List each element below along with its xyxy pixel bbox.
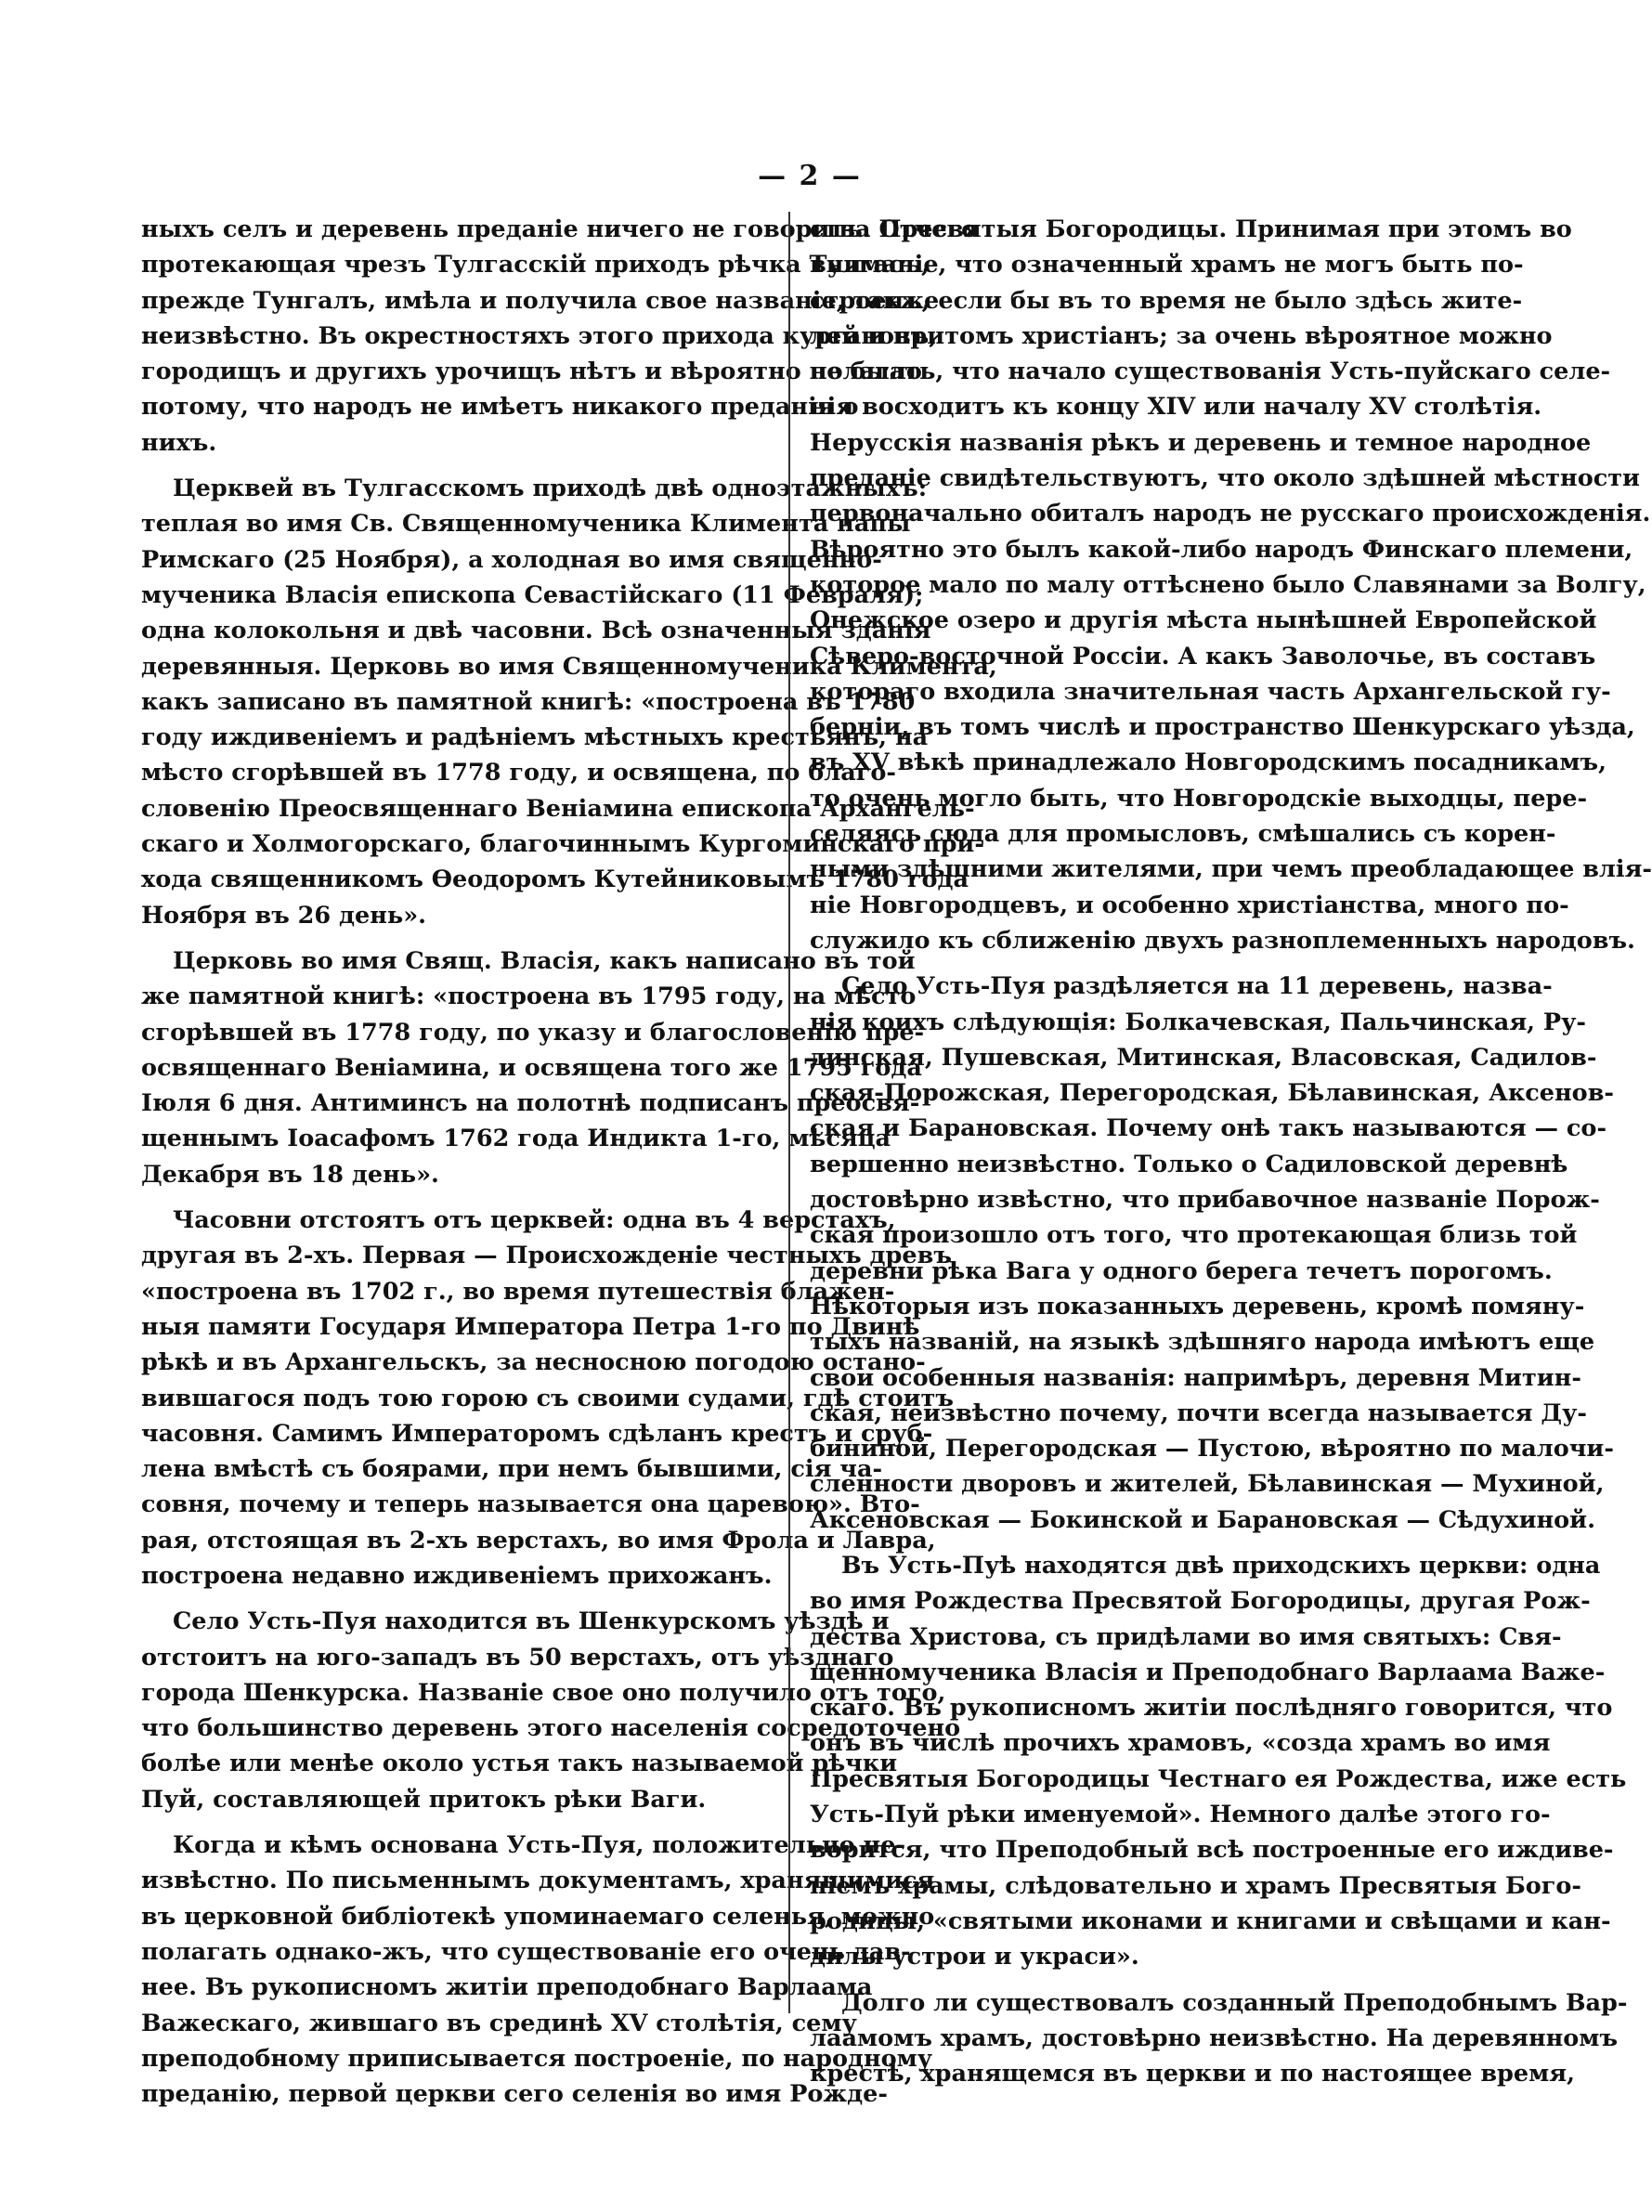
text-line: что большинство деревень этого населенія сосредоточено bbox=[141, 1714, 961, 1743]
text-line: сленности дворовъ и жителей, Бѣлавинская — Мухиной, bbox=[810, 1470, 1605, 1499]
text-line: ская и Барановская. Почему онѣ такъ называются — со- bbox=[810, 1114, 1607, 1143]
text-line: Ноября въ 26 день». bbox=[141, 901, 427, 930]
text-line: преданіе свидѣтельствуютъ, что около здѣшней мѣстности bbox=[810, 464, 1640, 493]
text-line: берніи, въ томъ числѣ и пространство Шенкурскаго уѣзда, bbox=[810, 713, 1635, 742]
text-line: вершенно неизвѣстно. Только о Садиловской деревнѣ bbox=[810, 1150, 1568, 1178]
text-line: щеннымъ Іоасафомъ 1762 года Индикта 1-го, мѣсяца bbox=[141, 1125, 891, 1153]
text-line: Когда и кѣмъ основана Усть-Пуя, положительно не- bbox=[173, 1831, 906, 1860]
text-line: Село Усть-Пуя раздѣляется на 11 деревень, назва- bbox=[841, 972, 1553, 1001]
text-line: Онежское озеро и другія мѣста нынѣшней Европейской bbox=[810, 606, 1597, 635]
text-line: служило къ сближенію двухъ разноплеменныхъ народовъ. bbox=[810, 926, 1635, 955]
text-line: ныя памяти Государя Императора Петра 1-го по Двинѣ bbox=[141, 1312, 920, 1341]
text-line: Церковь во имя Свящ. Власія, какъ написано въ той bbox=[173, 946, 916, 975]
text-line: въ церковной библіотекѣ упоминаемаго селенья, можно bbox=[141, 1902, 935, 1931]
text-line: деревни рѣка Вага у одного берега течетъ порогомъ. bbox=[810, 1256, 1553, 1285]
text-line: построена недавно иждивеніемъ прихожанъ. bbox=[141, 1561, 773, 1590]
right-column bbox=[810, 212, 1652, 2101]
text-line: Аксеновская — Бокинской и Барановская — Сѣдухиной. bbox=[810, 1505, 1595, 1534]
left-column-paragraph bbox=[141, 471, 997, 933]
text-line: ніе Новгородцевъ, и особенно христіанства, много по- bbox=[810, 891, 1569, 919]
text-line: неизвѣстно. Въ окрестностяхъ этого прихода кургановъ, bbox=[141, 321, 938, 350]
text-line: рая, отстоящая въ 2-хъ верстахъ, во имя Фрола и Лавра, bbox=[141, 1526, 936, 1555]
text-line: ныхъ селъ и деревень преданіе ничего не говоритъ. Отчего bbox=[141, 215, 978, 243]
text-line: Сѣверо-восточной Россіи. А какъ Заволочье, въ составъ bbox=[810, 642, 1596, 670]
text-line: строенъ, если бы въ то время не было здѣсь жите- bbox=[810, 286, 1523, 315]
right-column-paragraph bbox=[810, 212, 1652, 958]
text-line: Декабря въ 18 день». bbox=[141, 1160, 439, 1189]
text-line: нія восходитъ къ концу XIV или началу XV столѣтія. bbox=[810, 393, 1542, 422]
text-line: динская, Пушевская, Митинская, Власовская, Садилов- bbox=[810, 1043, 1597, 1072]
text-line: тыхъ названій, на языкѣ здѣшняго народа имѣютъ еще bbox=[810, 1328, 1595, 1357]
text-line: рѣкѣ и въ Архангельскъ, за несносною погодою остано- bbox=[141, 1348, 926, 1377]
text-line: ворится, что Преподобный всѣ построенные его иждиве- bbox=[810, 1836, 1614, 1865]
text-line: Церквей въ Тулгасскомъ приходѣ двѣ одноэтажныхъ: bbox=[173, 475, 928, 503]
column-divider bbox=[788, 212, 790, 2013]
text-line: деревянныя. Церковь во имя Священномученика Климента, bbox=[141, 652, 997, 681]
text-line: ными здѣшними жителями, при чемъ преобладающее влія- bbox=[810, 855, 1652, 884]
text-line: скаго и Холмогорскаго, благочиннымъ Кургоминскаго при- bbox=[141, 830, 984, 859]
text-line: крестѣ, хранящемся въ церкви и по настоящее время, bbox=[810, 2060, 1575, 2088]
text-line: онъ въ числѣ прочихъ храмовъ, «созда храмъ во имя bbox=[810, 1729, 1551, 1758]
text-line: дилы устрои и украси». bbox=[810, 1943, 1139, 1971]
text-line: Іюля 6 дня. Антиминсъ на полотнѣ подписанъ преосвя- bbox=[141, 1089, 920, 1118]
text-line: лена вмѣстѣ съ боярами, при немъ бывшими, сія ча- bbox=[141, 1455, 883, 1484]
text-line: Нерусскія названія рѣкъ и деревень и темное народное bbox=[810, 428, 1592, 457]
text-line: дества Христова, съ придѣлами во имя святыхъ: Свя- bbox=[810, 1622, 1562, 1651]
text-line: нее. Въ рукописномъ житіи преподобнаго Варлаама bbox=[141, 1973, 873, 2002]
text-line: Часовни отстоятъ отъ церквей: одна въ 4 верстахъ, bbox=[173, 1206, 896, 1235]
text-line: сгорѣвшей въ 1778 году, по указу и благословенію пре- bbox=[141, 1018, 925, 1047]
text-line: скаго. Въ рукописномъ житіи послѣдняго говорится, что bbox=[810, 1694, 1613, 1723]
text-line: Важескаго, жившаго въ срединѣ XV столѣтія, сему bbox=[141, 2009, 857, 2037]
text-line: отстоитъ на юго-западъ въ 50 верстахъ, отъ уѣзднаго bbox=[141, 1643, 894, 1672]
text-line: потому, что народъ не имѣетъ никакого преданія о bbox=[141, 393, 859, 422]
text-line: другая въ 2-хъ. Первая — Происхожденіе честныхъ древъ bbox=[141, 1242, 952, 1270]
text-line: въ XV вѣкѣ принадлежало Новгородскимъ посадникамъ, bbox=[810, 748, 1606, 777]
text-line: полагать, что начало существованія Усть-пуйскаго селе- bbox=[810, 358, 1611, 386]
text-line: прежде Тунгалъ, имѣла и получила свое названіе, также bbox=[141, 286, 940, 315]
text-line: году иждивеніемъ и радѣніемъ мѣстныхъ крестьянъ, на bbox=[141, 723, 929, 752]
text-line: Усть-Пуй рѣки именуемой». Немного далѣе этого го- bbox=[810, 1801, 1551, 1829]
text-line: Пуй, составляющей притокъ рѣки Ваги. bbox=[141, 1785, 707, 1814]
text-line: часовня. Самимъ Императоромъ сдѣланъ крестъ и сруб- bbox=[141, 1419, 933, 1448]
text-line: ская-Порожская, Перегородская, Бѣлавинская, Аксенов- bbox=[810, 1079, 1614, 1108]
text-line: полагать однако-жъ, что существованіе его очень дав- bbox=[141, 1937, 911, 1966]
text-line: лей и притомъ христіанъ; за очень вѣроятное можно bbox=[810, 321, 1553, 350]
page-number: — 2 — bbox=[758, 160, 862, 192]
left-column-paragraph bbox=[141, 1828, 935, 2112]
text-line: мученика Власія епископа Севастійскаго (11 Февраля); bbox=[141, 580, 924, 609]
text-line: словенію Преосвященнаго Веніамина епископа Архангель- bbox=[141, 794, 975, 823]
text-line: совня, почему и теперь называется она царевою». Вто- bbox=[141, 1490, 920, 1519]
text-line: нихъ. bbox=[141, 428, 217, 457]
text-line: котораго входила значительная часть Архангельской гу- bbox=[810, 677, 1611, 706]
text-line: мѣсто сгорѣвшей въ 1778 году, и освящена, по благо- bbox=[141, 759, 896, 787]
text-line: Пресвятыя Богородицы Честнаго ея Рождества, иже есть bbox=[810, 1764, 1627, 1793]
text-line: Долго ли существовалъ созданный Преподобнымъ Вар- bbox=[841, 1988, 1628, 2017]
text-line: Нѣкоторыя изъ показанныхъ деревень, кромѣ помяну- bbox=[810, 1292, 1585, 1321]
text-line: вившагося подъ тою горою съ своими судами, гдѣ стоитъ bbox=[141, 1384, 954, 1412]
text-line: вниманіе, что означенный храмъ не могъ быть по- bbox=[810, 251, 1524, 280]
text-line: преданію, первой церкви сего селенія во имя Рожде- bbox=[141, 2080, 888, 2109]
right-column-paragraph bbox=[810, 969, 1614, 1538]
left-column-paragraph bbox=[141, 1203, 954, 1594]
text-line: Вѣроятно это былъ какой-либо народъ Финскаго племени, bbox=[810, 535, 1633, 564]
text-line: теплая во имя Св. Священномученика Климента папы bbox=[141, 510, 911, 539]
text-line: преподобному приписывается построеніе, по народному bbox=[141, 2044, 933, 2073]
text-line: протекающая чрезъ Тулгасскій приходъ рѣчка Тулгасъ, bbox=[141, 251, 930, 280]
text-line: первоначально обиталъ народъ не русскаго происхожденія. bbox=[810, 500, 1651, 528]
text-line: города Шенкурска. Названіе свое оно получило отъ того, bbox=[141, 1678, 946, 1707]
text-line: Римскаго (25 Ноября), а холодная во имя священно- bbox=[141, 545, 882, 574]
text-line: нія коихъ слѣдующія: Болкачевская, Пальчинская, Ру- bbox=[810, 1008, 1587, 1036]
text-line: ства Пресвятыя Богородицы. Принимая при этомъ во bbox=[810, 215, 1572, 243]
text-line: городищъ и другихъ урочищъ нѣтъ и вѣроятно не было bbox=[141, 358, 922, 386]
text-line: родицы, «святыми иконами и книгами и свѣщами и кан- bbox=[810, 1906, 1611, 1935]
text-line: какъ записано въ памятной книгѣ: «построена въ 1780 bbox=[141, 687, 916, 716]
text-line: ніемъ храмы, слѣдовательно и храмъ Пресвятыя Бого- bbox=[810, 1871, 1581, 1900]
text-line: бининой, Перегородская — Пустою, вѣроятно по малочи- bbox=[810, 1435, 1614, 1464]
left-column-paragraph bbox=[141, 212, 978, 461]
text-line: Село Усть-Пуя находится въ Шенкурскомъ уѣздѣ и bbox=[173, 1607, 890, 1636]
left-column-paragraph bbox=[141, 943, 925, 1192]
text-line: освященнаго Веніамина, и освящена того же 1795 года bbox=[141, 1053, 922, 1082]
text-line: во имя Рождества Пресвятой Богородицы, другая Рож- bbox=[810, 1587, 1591, 1616]
text-line: достовѣрно извѣстно, что прибавочное названіе Порож- bbox=[810, 1186, 1600, 1215]
text-line: одна колокольня и двѣ часовни. Всѣ означенныя зданія bbox=[141, 617, 931, 645]
text-line: щенномученика Власія и Преподобнаго Варлаама Важе- bbox=[810, 1658, 1606, 1686]
text-line: которое мало по малу оттѣснено было Славянами за Волгу, bbox=[810, 570, 1646, 599]
text-line: «построена въ 1702 г., во время путешествія блажен- bbox=[141, 1277, 895, 1306]
text-line: ская, неизвѣстно почему, почти всегда называется Ду- bbox=[810, 1399, 1587, 1427]
text-line: хода священникомъ Ѳеодоромъ Кутейниковымъ 1780 года bbox=[141, 865, 969, 894]
text-line: Въ Усть-Пуѣ находятся двѣ приходскихъ церкви: одна bbox=[841, 1551, 1601, 1580]
text-line: лаамомъ храмъ, достовѣрно неизвѣстно. На деревянномъ bbox=[810, 2023, 1619, 2052]
text-line: болѣе или менѣе около устья такъ называемой рѣчки bbox=[141, 1750, 898, 1778]
left-column-paragraph bbox=[141, 1604, 961, 1817]
text-line: свои особенныя названія: напримѣръ, деревня Митин- bbox=[810, 1363, 1581, 1392]
text-line: же памятной книгѣ: «построена въ 1795 году, на мѣсто bbox=[141, 982, 917, 1011]
right-column-paragraph bbox=[810, 1985, 1628, 2092]
text-line: ская произошло отъ того, что протекающая близь той bbox=[810, 1221, 1578, 1250]
text-line: извѣстно. По письменнымъ документамъ, хранящимися bbox=[141, 1867, 935, 1895]
text-line: то очень могло быть, что Новгородскіе выходцы, пере- bbox=[810, 784, 1588, 813]
right-column-paragraph bbox=[810, 1548, 1627, 1975]
text-line: селяясь сюда для промысловъ, смѣшались съ корен- bbox=[810, 820, 1556, 849]
